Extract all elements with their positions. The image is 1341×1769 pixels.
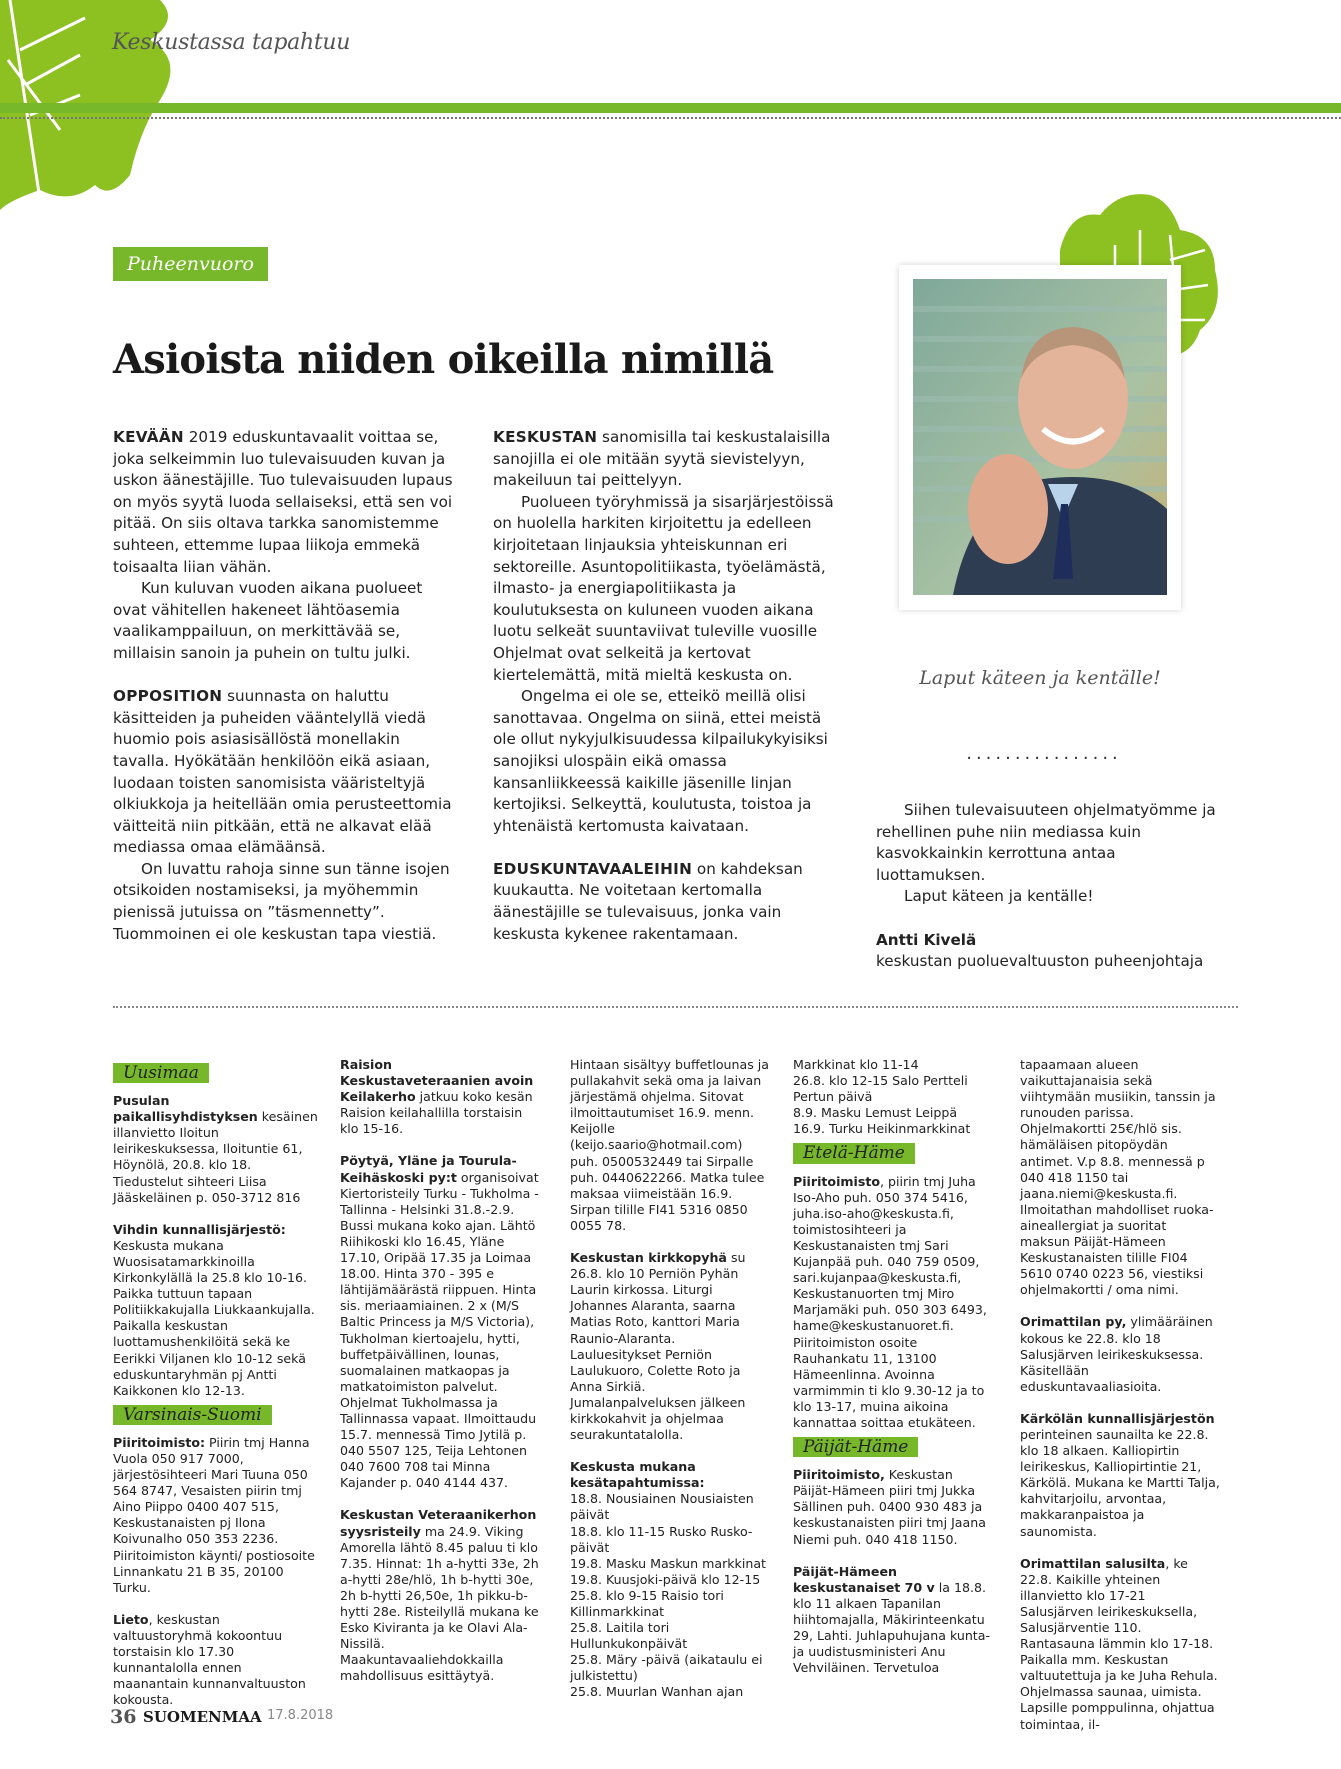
listing-item-text: kesäinen illanvietto Iloitun leirikeskuksessa, Iloituntie 61, Höynölä, 20.8. klo 18. Tiedustelut sihteeri Liisa Jääskeläinen p. 050-3712 816 xyxy=(113,1109,318,1205)
listing-item-title: Päijät-Hämeen keskustanaiset 70 v xyxy=(793,1563,935,1595)
listing-item xyxy=(113,1435,318,1596)
listing-line: 26.8. klo 12-15 Salo Pertteli Pertun päivä xyxy=(793,1073,968,1105)
listing-item xyxy=(793,1174,993,1432)
listing-column-1 xyxy=(113,1057,318,1708)
listing-item-title: Orimattilan salusilta xyxy=(1020,1555,1166,1571)
listing-item-title: Pöytyä, Yläne ja Tourula-Keihäskoski py:t xyxy=(340,1153,517,1185)
paragraph-lead: OPPOSITION xyxy=(113,687,223,706)
listing-item-text: , piirin tmj Juha Iso-Aho puh. 050 374 5416, juha.iso-aho@keskusta.fi, toimistosihteeri ja Keskustanaisten tmj Sari Kujanpää puh. 040 759 0509, sari.kujanpaa@keskusta.fi, Keskustanuorten tmj Miro Marjamäki puh. 050 303 6493, hame@keskustanuoret.fi. Piiritoimiston osoite Rauhankatu 11, 13100 Hämeenlinna. Avoinna varmimmin ti klo 9.30-12 ja to klo 13-17, muina aikoina kannattaa soittaa etukäteen. xyxy=(793,1173,987,1430)
header-green-bar xyxy=(0,103,1341,113)
paragraph-text: on kahdeksan kuukautta. Ne voitetaan kertomalla äänestäjille se tulevaisuus, jonka vain keskusta kykenee rakentamaan. xyxy=(493,859,803,943)
issue-date: 17.8.2018 xyxy=(267,1708,334,1723)
listing-item-title: Lieto xyxy=(113,1611,149,1627)
listing-item-title: Piiritoimisto: xyxy=(113,1434,206,1450)
paragraph-text: Kun kuluvan vuoden aikana puolueet ovat vähitellen hakeneet lähtöasemia vaalikamppailuun, on merkittävää se, millaisin sanoin ja puhein on tultu julki. xyxy=(113,579,423,662)
listing-item xyxy=(570,1459,770,1700)
paragraph xyxy=(493,686,843,837)
region-heading: Päijät-Häme xyxy=(793,1437,918,1457)
listing-item xyxy=(793,1057,993,1137)
region-heading: Uusimaa xyxy=(113,1063,209,1083)
pull-quote: Laput käteen ja kentälle! xyxy=(919,667,1161,689)
listing-item xyxy=(113,1093,318,1206)
listing-column-4 xyxy=(793,1057,993,1676)
article-column-1 xyxy=(113,427,453,945)
paragraph: Siihen tulevaisuuteen ohjelmatyömme ja rehellinen puhe niin mediassa kuin kasvokkainkin kerrottuna antaa luottamuksen. xyxy=(876,801,1216,884)
paragraph: Laput käteen ja kentälle! xyxy=(904,887,1094,906)
listing-item-text: perinteinen saunailta ke 22.8. klo 18 alkaen. Kalliopirtin leirikeskus, Kalliopirtintie 21, Kärkölä. Mukana ke Martti Talja, kahvitarjoilu, arvontaa, makkaranpaistoa ja saunomista. xyxy=(1020,1426,1220,1539)
paragraph-lead: KEVÄÄN xyxy=(113,428,184,446)
listing-line: 16.9. Turku Heikinmarkkinat xyxy=(793,1121,971,1137)
paragraph-text: Ongelma ei ole se, etteikö meillä olisi sanottavaa. Ongelma on siinä, ettei meistä ole ollut nykyjulkisuudessa kilpailukykyisiksi sanojiksi ulospäin eikä omassa kansanliikkeessä kaikille jäsenille linjan kertojiksi. Selkeyttä, koulutusta, toistoa ja yhtenäistä kertomusta kaivataan. xyxy=(493,687,828,835)
page-number: 36 xyxy=(110,1706,137,1728)
listing-line: 18.8. klo 11-15 Rusko Rusko-päivät xyxy=(570,1523,753,1555)
paragraph xyxy=(113,427,453,578)
listing-item-text: Piirin tmj Hanna Vuola 050 917 7000, järjestösihteeri Mari Tuuna 050 564 8747, Vesaisten piirin tmj Aino Piippo 0400 407 515, Keskustanaisten pj Ilona Koivunalho 050 353 2236. Piiritoimiston käynti/ postiosoite Linnankatu 21 B 35, 20100 Turku. xyxy=(113,1434,315,1595)
listing-item-title: Pusulan paikallisyhdistyksen xyxy=(113,1093,258,1125)
publication-name: SUOMENMAA xyxy=(143,1708,262,1726)
paragraph xyxy=(493,427,843,492)
article-category-tag: Puheenvuoro xyxy=(113,247,268,281)
author-name: Antti Kivelä xyxy=(876,930,977,949)
listing-item xyxy=(1020,1057,1220,1298)
paragraph-text: suunnasta on haluttu käsitteiden ja puheiden vääntelyllä viedä huomio pois asiasisällöstä monellakin tavalla. Hyökätään henkilöön eikä asiaan, luodaan toisten sanomisista vääristeltyjä olkiukkoja ja heitellään omia perusteettomia väitteitä niin pitkään, että ne alkavat elää mediassa omaa elämäänsä. xyxy=(113,687,452,857)
listing-line: Markkinat klo 11-14 xyxy=(793,1057,919,1072)
article-column-3 xyxy=(876,800,1226,973)
listing-item-text: Keskusta mukana Wuosisatamarkkinoilla Kirkonkylällä la 25.8 klo 10-16. Paikka tuttuun tapaan Politiikkakujalla Liukkaankujalla. Paikalla keskustan luottamushenkilöitä sekä ke Eerikki Viljanen klo 10-12 sekä eduskuntaryhmän pj Antti Kaikkonen klo 12-13. xyxy=(113,1237,315,1398)
paragraph xyxy=(113,686,453,859)
paragraph-text: 2019 eduskuntavaalit voittaa se, joka selkeimmin luo tulevaisuuden kuvan ja uskon äänestäjille. Tuo tulevaisuuden lupaus on myös syytä luoda sellaiseksi, että sen voi pitää. On siis oltava tarkka sanomistemme suhteen, ettemme lupaa liikoja emmekä toisaalta liian vähän. xyxy=(113,428,453,576)
listing-item-text: tapaamaan alueen vaikuttajanaisia sekä viihtymään musiikin, tanssin ja runouden parissa. Ohjelmakortti 25€/hlö sis. hämäläisen pitopöydän antimet. V.p 8.8. mennessä p 040 418 1150 tai jaana.niemi@keskusta.fi. Ilmoitathan mahdolliset ruoka-aineallergiat ja suoritat maksun Päijät-Hämeen Keskustanaisten tilille FI04 5610 0740 0223 56, viestiksi ohjelmakortti / oma nimi. xyxy=(1020,1057,1216,1298)
listing-item xyxy=(340,1057,540,1137)
listing-item xyxy=(1020,1556,1220,1733)
listing-item xyxy=(793,1564,993,1677)
paragraph-lead: KESKUSTAN xyxy=(493,428,598,446)
listing-item-text: organisoivat Kiertoristeily Turku - Tukholma - Tallinna - Helsinki 31.8.-2.9. Bussi mukana koko ajan. Lähtö Riihikoski klo 16.45, Yläne 17.10, Oripää 17.35 ja Loimaa 18.00. Hinta 370 - 395 e lähtijämäärästä riippuen. Hinta sis. meriaamiainen. 2 x (M/S Baltic Princess ja M/S Victoria), Tukholman kiertoajelu, hytti, buffetpäivällinen, lounas, suomalainen matkaopas ja matkatoimiston palvelut. Ohjelmat Tukholmassa ja Tallinnassa vapaat. Ilmoittaudu 15.7. mennessä Timo Jytilä p. 040 5507 125, Teija Lehtonen 040 7600 708 tai Minna Kajander p. 040 4144 437. xyxy=(340,1169,539,1491)
listing-column-5 xyxy=(1020,1057,1220,1733)
listing-item-text: , ke 22.8. Kaikille yhteinen illanvietto klo 17-21 Salusjärven leirikeskuksella, Salusjärventie 110. Rantasauna lämmin klo 17-18. Paikalla mm. Keskustan valtuutettuja ja ke Juha Rehula. Ohjelmassa saunaa, uimista. Lapsille pomppulinna, ohjattua toimintaa, il- xyxy=(1020,1555,1218,1732)
paragraph-text: sanomisilla tai keskustalaisilla sanojilla ei ole mitään syytä sievistelyyn, makeiluun tai peittelyyn. xyxy=(493,428,831,490)
listing-line: 8.9. Masku Lemust Leippä xyxy=(793,1105,958,1121)
listing-item xyxy=(113,1612,318,1709)
paragraph-text: Puolueen työryhmissä ja sisarjärjestöissä on huolella harkiten kirjoitettu ja edelleen kirjoitetaan linjauksia yhteiskunnan eri sektoreille. Asuntopolitiikasta, työelämästä, ilmasto- ja energiapolitiikasta ja koulutuksesta on kuluneen vuoden aikana luotu selkeät suuntaviivat tuleville vuosille Ohjelmat ovat selkeitä ja kertovat kiertelemättä, mitä mieltä keskusta on. xyxy=(493,492,834,684)
author-photo xyxy=(913,279,1167,595)
listing-column-2 xyxy=(340,1057,540,1684)
author-title: keskustan puoluevaltuuston puheenjohtaja xyxy=(876,952,1204,971)
listing-line: 19.8. Kuusjoki-päivä klo 12-15 xyxy=(570,1571,761,1587)
listing-item-text: su 26.8. klo 10 Perniön Pyhän Laurin kirkossa. Liturgi Johannes Alaranta, saarna Matias Roto, kanttori Maria Raunio-Alaranta. Lauluesitykset Perniön Laulukuoro, Colette Roto ja Anna Sirkiä. Jumalanpalveluksen jälkeen kirkkokahvit ja ohjelmaa seurakuntatalolla. xyxy=(570,1250,746,1443)
listing-item-title: Keskustan Veteraanikerhon syysristeily xyxy=(340,1507,537,1539)
listing-item-text: ylimääräinen kokous ke 22.8. klo 18 Salusjärven leirikeskuksessa. Käsitellään eduskuntavaaliasioita. xyxy=(1020,1314,1213,1394)
listing-item xyxy=(570,1057,770,1234)
listing-item-text: Keskustan Päijät-Hämeen piiri tmj Jukka Sällinen puh. 0400 930 483 ja keskustanaisten piiri tmj Jaana Niemi puh. 040 418 1150. xyxy=(793,1467,986,1547)
listing-item xyxy=(1020,1314,1220,1394)
author-photo-frame xyxy=(899,265,1181,610)
listing-line: 25.8. Märy -päivä (aikataulu ei julkistettu) xyxy=(570,1652,763,1684)
listing-item-title: Piiritoimisto, xyxy=(793,1467,885,1483)
listing-item-text: jatkuu koko kesän Raision keilahallilla torstaisin klo 15-16. xyxy=(340,1089,533,1137)
listing-item-title: Kärkölän kunnallisjärjestön xyxy=(1020,1410,1215,1426)
listing-item-text: ma 24.9. Viking Amorella lähtö 8.45 paluu ti klo 7.35. Hinnat: 1h a-hytti 33e, 2h a-hytti 28e/hlö, 1h b-hytti 30e, 2h b-hytti 26,50e, 1h pikku-b-hytti 28e. Risteilyllä mukana ke Esko Kiviranta ja ke Olavi Ala-Nissilä. Maakuntavaaliehdokkailla mahdollisuus esittäytyä. xyxy=(340,1523,539,1684)
listing-item-title: Piiritoimisto xyxy=(793,1173,880,1189)
listing-line: 25.8. Laitila tori Hullunkukonpäivät xyxy=(570,1620,688,1652)
region-heading: Etelä-Häme xyxy=(793,1143,915,1163)
listing-item-title: Raision Keskustaveteraanien avoin Keilakerho xyxy=(340,1057,534,1105)
section-dotted-separator xyxy=(113,1006,1238,1008)
pull-quote-divider: ················ xyxy=(966,748,1122,769)
paragraph xyxy=(113,859,453,945)
paragraph xyxy=(113,578,453,664)
listing-item-text: Hintaan sisältyy buffetlounas ja pullakahvit sekä oma ja laivan järjestämä ohjelma. Sitovat ilmoittautumiset 16.9. menn. Keijolle (keijo.saario@hotmail.com) puh. 0500532449 tai Sirpalle puh. 0440622266. Matka tulee maksaa viimeistään 16.9. Sirpan tilille FI41 5316 0850 0055 78. xyxy=(570,1057,769,1233)
listing-item-title: Keskustan kirkkopyhä xyxy=(570,1250,727,1266)
listing-item-title: Orimattilan py, xyxy=(1020,1314,1127,1330)
listing-item-text: la 18.8. klo 11 alkaen Tapanilan hiihtomajalla, Mäkirinteenkatu 29, Lahti. Juhlapuhujana kunta- ja uudistusministeri Anu Vehviläinen. Tervetuloa xyxy=(793,1579,991,1676)
region-heading: Varsinais-Suomi xyxy=(113,1405,272,1425)
paragraph xyxy=(493,859,843,945)
listing-item xyxy=(340,1507,540,1684)
listing-item xyxy=(1020,1411,1220,1540)
listing-line: 25.8. klo 9-15 Raisio tori Killinmarkkinat xyxy=(570,1587,724,1619)
listing-item-text: , keskustan valtuustoryhmä kokoontuu torstaisin klo 17.30 kunnantalolla ennen maanantain kunnanvaltuuston kokousta. xyxy=(113,1611,306,1708)
listing-item xyxy=(113,1222,318,1399)
article-headline: Asioista niiden oikeilla nimillä xyxy=(113,336,774,383)
listing-item xyxy=(793,1467,993,1547)
header-dotted-rule xyxy=(0,117,1341,119)
listing-item xyxy=(570,1250,770,1443)
paragraph-text: On luvattu rahoja sinne sun tänne isojen otsikoiden nostamiseksi, ja myöhemmin pienissä jutuissa on ”täsmennetty”. Tuommoinen ei ole keskustan tapa viestiä. xyxy=(113,859,450,943)
article-column-2 xyxy=(493,427,843,945)
listing-item-title: Keskusta mukana kesätapahtumissa: xyxy=(570,1459,705,1491)
listing-item xyxy=(340,1153,540,1491)
listing-line: 25.8. Muurlan Wanhan ajan xyxy=(570,1684,744,1700)
section-title: Keskustassa tapahtuu xyxy=(112,30,351,55)
listing-line: 19.8. Masku Maskun markkinat xyxy=(570,1555,766,1571)
paragraph-lead: EDUSKUNTAVAALEIHIN xyxy=(493,859,693,878)
paragraph xyxy=(493,492,843,686)
listing-line: 18.8. Nousiainen Nousiaisten päivät xyxy=(570,1491,754,1523)
listing-column-3 xyxy=(570,1057,770,1701)
listing-item-title: Vihdin kunnallisjärjestö: xyxy=(113,1221,286,1237)
